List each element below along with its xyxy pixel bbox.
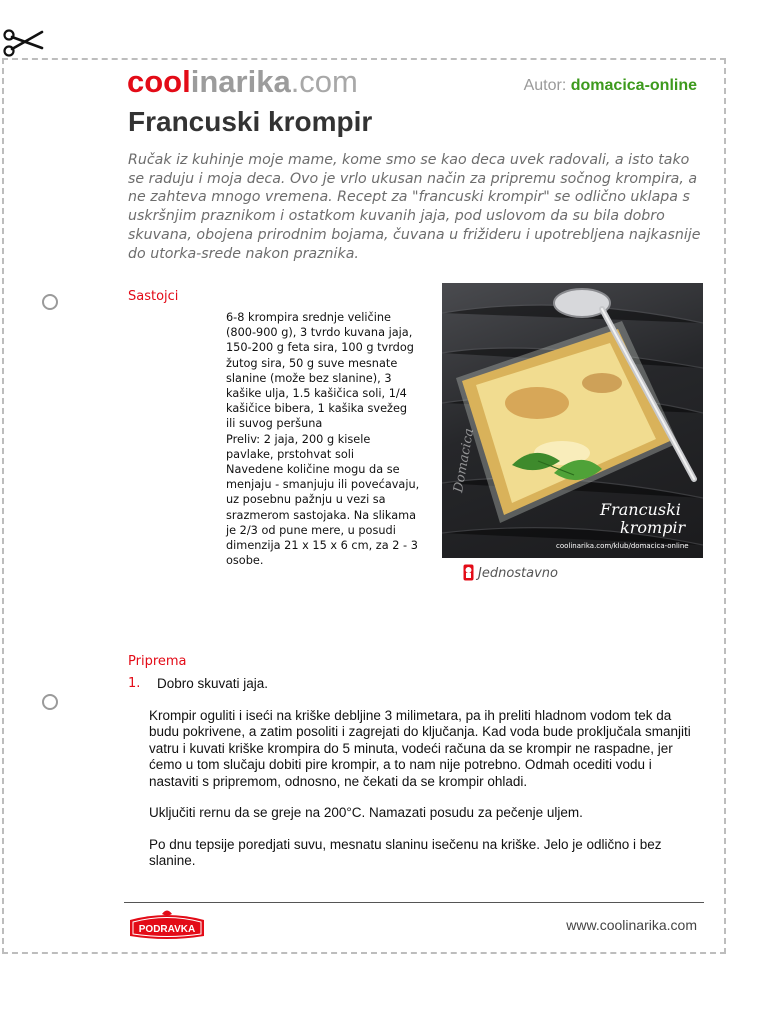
photo-side-watermark: Domacica <box>451 427 478 494</box>
ingredients-note: Navedene količine mogu da se menjaju - smanjuju ili povećavaju, uz posebnu pažnju u vezi sa srazmerom sastojaka. Na slikama je 2/3 od pune mere, u posudi dimenzija 21 x 15 x 6 cm, za 2 - 3 osobe. <box>226 463 420 568</box>
logo-cool-text: cool <box>127 64 191 99</box>
recipe-photo <box>442 283 703 558</box>
step-paragraph: Krompir oguliti i iseći na kriške debljine 3 milimetara, pa ih preliti hladnom vodom tek da budu pokrivene, a zatim posoliti i zagrejati do ključanja. Kad voda bude proključala smanjiti vatru i kuvati kriške krompira do 5 minuta, vodeći računa da se krompir ne raspadne, jer ćemo u tom slučaju dobiti pire krompir, a to nam nije potrebno. Odmah ocediti vodu i nastaviti s pripremom, odnosno, ne čekati da se krompir ohladi. <box>149 708 691 789</box>
ingredients-heading: Sastojci <box>128 289 179 304</box>
difficulty-chef-icon <box>463 564 474 581</box>
step-paragraph: Po dnu tepsije poredjati suvu, mesnatu slaninu isečenu na kriške. Jelo je odlično i bez slanine. <box>149 837 662 869</box>
step-first-line: Dobro skuvati jaja. <box>157 676 269 691</box>
podravka-logo[interactable] <box>126 908 208 942</box>
punch-hole-icon <box>42 694 58 710</box>
podravka-logo-text: PODRAVKA <box>138 924 196 935</box>
logo-inarika-text: inarika <box>190 64 291 99</box>
logo-dotcom-text: .com <box>290 64 358 99</box>
photo-watermark: coolinarika.com/klub/domacica-online <box>556 542 689 550</box>
coolinarika-logo[interactable] <box>127 64 358 100</box>
author-name-link[interactable]: domacica-online <box>570 77 697 94</box>
ingredients-main: 6-8 krompira srednje veličine (800-900 g), 3 tvrdo kuvana jaja, 150-200 g feta sira, 100 g tvrdog žutog sira, 50 g suve mesnate slanine (može bez slanine), 3 kašike ulja, 1.5 kašičica soli, 1/4 kašičice bibera, 1 kašika svežeg ili suvog peršuna <box>226 311 414 431</box>
ingredients-list <box>226 310 420 568</box>
step-number: 1. <box>128 676 141 691</box>
punch-hole-icon <box>42 294 58 310</box>
author-label: Autor: <box>523 77 567 94</box>
photo-caption-line1: Francuski <box>600 500 681 519</box>
photo-caption-line2: krompir <box>620 518 686 537</box>
footer-divider <box>124 902 704 903</box>
recipe-title: Francuski krompir <box>128 106 373 137</box>
preparation-heading: Priprema <box>128 654 187 669</box>
step-paragraph: Uključiti rernu da se greje na 200°C. Namazati posudu za pečenje uljem. <box>149 805 583 820</box>
recipe-intro: Ručak iz kuhinje moje mame, kome smo se kao deca uvek radovali, a isto tako se raduju i moja deca. Ovo je vrlo ukusan način za pripremu sočnog krompira, a ne zahteva mnogo vremena. Recept za "francuski krompir" se odlično uklapa s uskršnjim praznikom i ostatkom kuvanih jaja, pod uslovom da su bila dobro skuvana, obojena prirodnim bojama, čuvana u frižideru i upotrebljena najkasnije do utorka-srede nakon praznika. <box>128 152 701 262</box>
difficulty-indicator <box>463 564 558 581</box>
author-line <box>524 77 697 95</box>
ingredients-topping: Preliv: 2 jaja, 200 g kisele pavlake, prstohvat soli <box>226 432 371 461</box>
footer-website-link[interactable]: www.coolinarika.com <box>566 917 697 933</box>
recipe-photo-illustration <box>442 283 703 558</box>
difficulty-label: Jednostavno <box>478 566 558 581</box>
scissors-icon <box>2 26 44 60</box>
